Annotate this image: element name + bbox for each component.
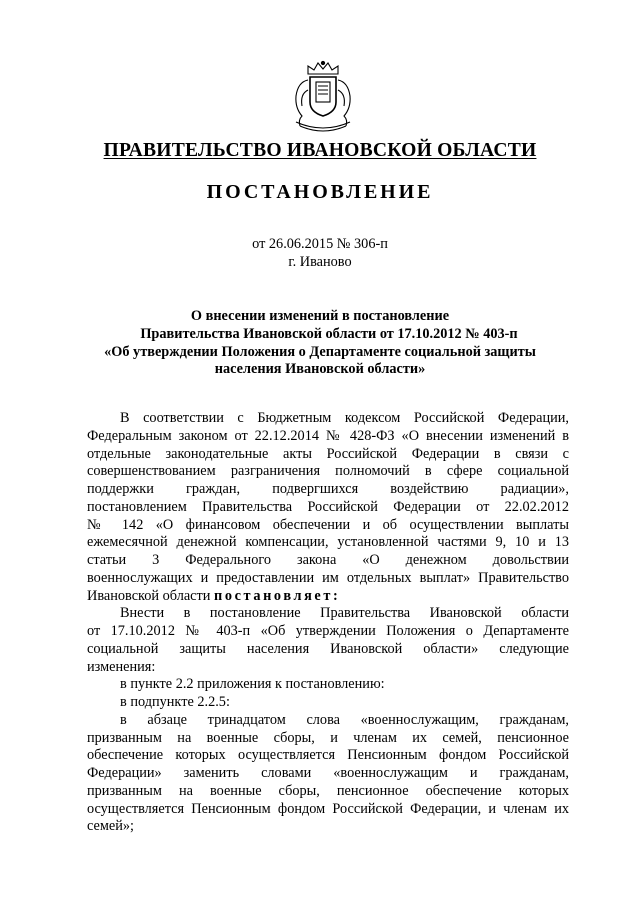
body-line: семей»; bbox=[87, 818, 135, 835]
city: г. Иваново bbox=[288, 254, 352, 270]
body-line: осуществляется Пенсионным фондом Российской Федерации, и членам их bbox=[87, 800, 569, 817]
body-line: отдельные законодательные акты Российской Федерации в связи с bbox=[87, 445, 569, 462]
subject-line: населения Ивановской области» bbox=[214, 361, 426, 378]
body-line: в абзаце тринадцатом слова «военнослужащим, гражданам, bbox=[120, 711, 569, 728]
body-line: поддержки граждан, подвергшихся воздействию радиации», bbox=[87, 481, 569, 497]
subject-line: Правительства Ивановской области от 17.10.2012 № 403-п bbox=[140, 325, 518, 342]
body-line: Федерации» заменить словами «военнослужащим и гражданам, bbox=[87, 765, 569, 781]
body-line: ежемесячной денежной компенсации, установленной частями 9, 10 и 13 bbox=[87, 534, 569, 551]
subject-line: «Об утверждении Положения о Департаменте социальной защиты bbox=[104, 343, 536, 360]
subject-line: О внесении изменений в постановление bbox=[190, 308, 450, 324]
date-number: от 26.06.2015 № 306-п bbox=[252, 236, 388, 252]
body-line: от 17.10.2012 № 403-п «Об утверждении Положения о Департаменте bbox=[87, 623, 569, 639]
body-line: изменения: bbox=[87, 658, 156, 675]
resolves-word: постановляет: bbox=[214, 587, 341, 604]
body-line: постановлением Правительства Российской Федерации от 22.02.2012 bbox=[87, 498, 569, 515]
document-type-title: ПОСТАНОВЛЕНИЕ bbox=[206, 181, 434, 203]
body-line: В соответствии с Бюджетным кодексом Российской Федерации, bbox=[120, 410, 569, 426]
body-line bbox=[87, 588, 569, 606]
body-line: в подпункте 2.2.5: bbox=[120, 694, 230, 710]
document-body bbox=[87, 410, 569, 836]
body-line: совершенствованием разграничения полномочий в сфере социальной bbox=[87, 463, 569, 480]
body-line: Внести в постановление Правительства Ивановской области bbox=[120, 605, 569, 622]
body-line: военнослужащих и предоставлении им отдельных выплат» Правительство bbox=[87, 569, 569, 586]
body-line: статьи 3 Федерального закона «О денежном довольствии bbox=[87, 552, 569, 568]
document-subject bbox=[0, 308, 640, 379]
body-text: Ивановской области bbox=[87, 587, 211, 604]
government-title: ПРАВИТЕЛЬСТВО ИВАНОВСКОЙ ОБЛАСТИ bbox=[103, 140, 537, 161]
body-line: призванным на военные сборы, пенсионное обеспечение которых bbox=[87, 782, 569, 799]
body-line: социальной защиты населения Ивановской области» следующие bbox=[87, 640, 569, 657]
body-line: призванным на военные сборы, и членам их семей, пенсионное bbox=[87, 729, 569, 746]
coat-of-arms-emblem bbox=[290, 60, 356, 134]
body-line: Федеральным законом от 22.12.2014 № 428-ФЗ «О внесении изменений в bbox=[87, 427, 569, 444]
body-line: обеспечение которых осуществляется Пенсионным фондом Российской bbox=[87, 747, 569, 764]
body-line: № 142 «О финансовом обеспечении и об осуществлении выплаты bbox=[87, 516, 569, 533]
body-line: в пункте 2.2 приложения к постановлению: bbox=[120, 676, 385, 693]
